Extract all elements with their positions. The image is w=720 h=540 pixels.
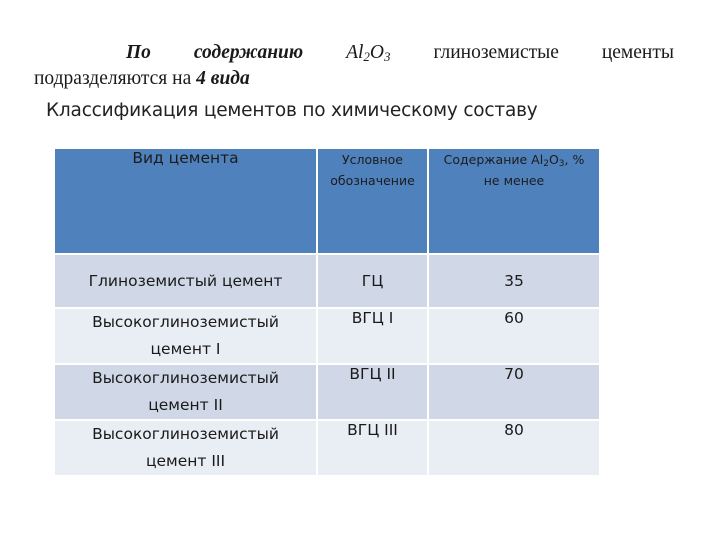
cell-cement-type: Высокоглиноземистый цемент I <box>54 308 317 364</box>
cell-designation: ВГЦ I <box>317 308 428 364</box>
intro-line2-bold: 4 вида <box>196 68 250 89</box>
cell-al2o3-content: 35 <box>428 254 600 308</box>
table-row <box>54 254 600 308</box>
intro-word-soderzhaniyu: содержанию <box>193 42 304 63</box>
cell-al2o3-content: 80 <box>428 420 600 476</box>
intro-line-2 <box>34 66 674 92</box>
table-row <box>54 420 600 476</box>
cell-designation: ГЦ <box>317 254 428 308</box>
cell-designation: ВГЦ II <box>317 364 428 420</box>
table-heading: Классификация цементов по химическому составу <box>46 100 538 121</box>
intro-line2-text: подразделяются на <box>34 68 192 89</box>
header-cement-type: Вид цемента <box>54 148 317 254</box>
intro-line-1 <box>34 40 674 66</box>
cement-classification-table <box>53 147 601 477</box>
cell-cement-type: Глиноземистый цемент <box>54 254 317 308</box>
table-row <box>54 364 600 420</box>
cell-al2o3-content: 70 <box>428 364 600 420</box>
intro-word-po: По <box>126 42 151 63</box>
intro-word-glinozemistye: глиноземистые <box>433 42 559 63</box>
cell-designation: ВГЦ III <box>317 420 428 476</box>
cell-al2o3-content: 60 <box>428 308 600 364</box>
cell-cement-type: Высокоглиноземистый цемент III <box>54 420 317 476</box>
intro-word-tsementy: цементы <box>601 42 674 63</box>
header-designation: Условное обозначение <box>317 148 428 254</box>
header-al2o3-content: Содержание $Al_2O_3$, % не менее <box>428 148 600 254</box>
formula-al2o3: $Al_2O_3$ <box>346 42 391 64</box>
table-header-row <box>54 148 600 254</box>
cell-cement-type: Высокоглиноземистый цемент II <box>54 364 317 420</box>
intro-paragraph <box>34 40 674 92</box>
table-row <box>54 308 600 364</box>
